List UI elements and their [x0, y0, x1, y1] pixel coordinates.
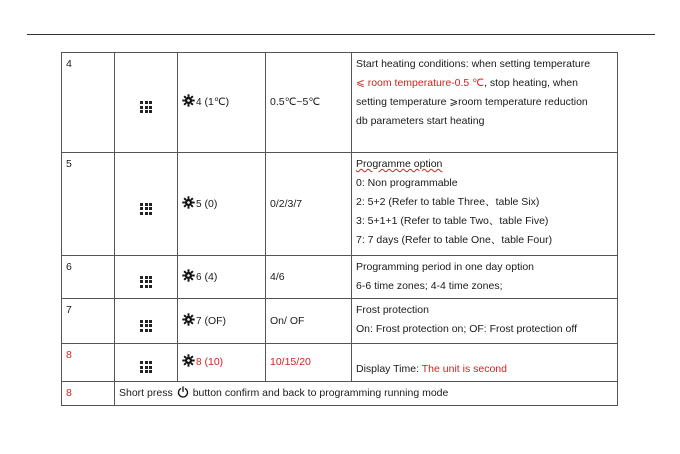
parameter-table: [61, 52, 618, 406]
description-line: 7: 7 days (Refer to table One、table Four): [356, 234, 553, 246]
unit-note: The unit is second: [421, 363, 507, 375]
keypad-grid-icon: [140, 101, 152, 113]
code-digit: 7: [196, 315, 202, 327]
keypad-grid-icon: [140, 203, 152, 215]
row-number: 5: [62, 153, 115, 256]
description: [352, 344, 618, 382]
description: [352, 256, 618, 299]
row-number: 6: [62, 256, 115, 299]
parameter-code: [178, 153, 266, 256]
parameter-code: [178, 299, 266, 344]
description: [352, 299, 618, 344]
row-number: 8: [62, 344, 115, 382]
default-value: (4): [204, 270, 218, 283]
table-row: [62, 153, 618, 256]
description-line: [356, 74, 613, 93]
condition-tail: , stop heating, when: [483, 77, 578, 89]
keypad-grid-icon: [140, 276, 152, 288]
description-line: db parameters start heating: [356, 115, 485, 127]
code-digit: 5: [196, 198, 202, 210]
description-line: 2: 5+2 (Refer to table Three、table Six): [356, 196, 540, 208]
description: [352, 53, 618, 153]
parameter-code: [178, 344, 266, 382]
description-line: 3: 5+1+1 (Refer to table Two、table Five): [356, 215, 549, 227]
description-line: Start heating conditions: when setting temperature: [356, 58, 591, 70]
instruction-cell: [115, 382, 618, 406]
parameter-code: [178, 53, 266, 153]
value-range: On/ OF: [266, 299, 352, 344]
table-row: [62, 382, 618, 406]
grid-cell: [115, 344, 178, 382]
row-number: 4: [62, 53, 115, 153]
grid-cell: [115, 256, 178, 299]
description: [352, 153, 618, 256]
display-time-label: Display Time:: [356, 363, 422, 375]
grid-cell: [115, 153, 178, 256]
description-line: 0: Non programmable: [356, 177, 458, 189]
gear-icon: [182, 269, 195, 282]
keypad-grid-icon: [140, 320, 152, 332]
code-digit: 8: [196, 357, 202, 368]
grid-cell: [115, 53, 178, 153]
reduction-value: 0.5 ℃: [454, 77, 484, 89]
condition-text: ⩽ room temperature-: [356, 77, 455, 89]
code-digit: 6: [196, 271, 202, 283]
table-row: [62, 53, 618, 153]
row-number: 7: [62, 299, 115, 344]
keypad-grid-icon: [140, 361, 152, 373]
instruction-text: button confirm and back to programming running mode: [192, 387, 449, 399]
grid-cell: [115, 299, 178, 344]
table-row: [62, 344, 618, 382]
gear-icon: [182, 354, 195, 367]
table-row: [62, 256, 618, 299]
power-icon: [177, 386, 189, 398]
gear-icon: [182, 94, 195, 107]
value-range: 4/6: [266, 256, 352, 299]
code-digit: 4: [196, 97, 202, 108]
description-line: Programme option: [356, 158, 443, 170]
default-value: (OF): [204, 314, 227, 327]
description-line: Programming period in one day option: [356, 261, 535, 273]
value-range: 0.5℃~5℃: [266, 53, 352, 153]
value-range: 0/2/3/7: [266, 153, 352, 256]
instruction-text: Short press: [119, 387, 173, 399]
default-value: (0): [204, 197, 218, 210]
value-range: 10/15/20: [266, 344, 352, 382]
default-value: (1℃): [204, 96, 230, 108]
description-line: Frost protection: [356, 304, 429, 316]
table-row: [62, 299, 618, 344]
description-line: [356, 360, 613, 379]
description-line: On: Frost protection on; OF: Frost protection off: [356, 323, 577, 335]
description-line: setting temperature ⩾room temperature reduction: [356, 96, 588, 108]
gear-icon: [182, 196, 195, 209]
row-number: 8: [62, 382, 115, 406]
gear-icon: [182, 313, 195, 326]
parameter-code: [178, 256, 266, 299]
default-value: (10): [204, 356, 224, 368]
description-line: 6-6 time zones; 4-4 time zones;: [356, 280, 503, 292]
top-divider: [27, 34, 655, 35]
